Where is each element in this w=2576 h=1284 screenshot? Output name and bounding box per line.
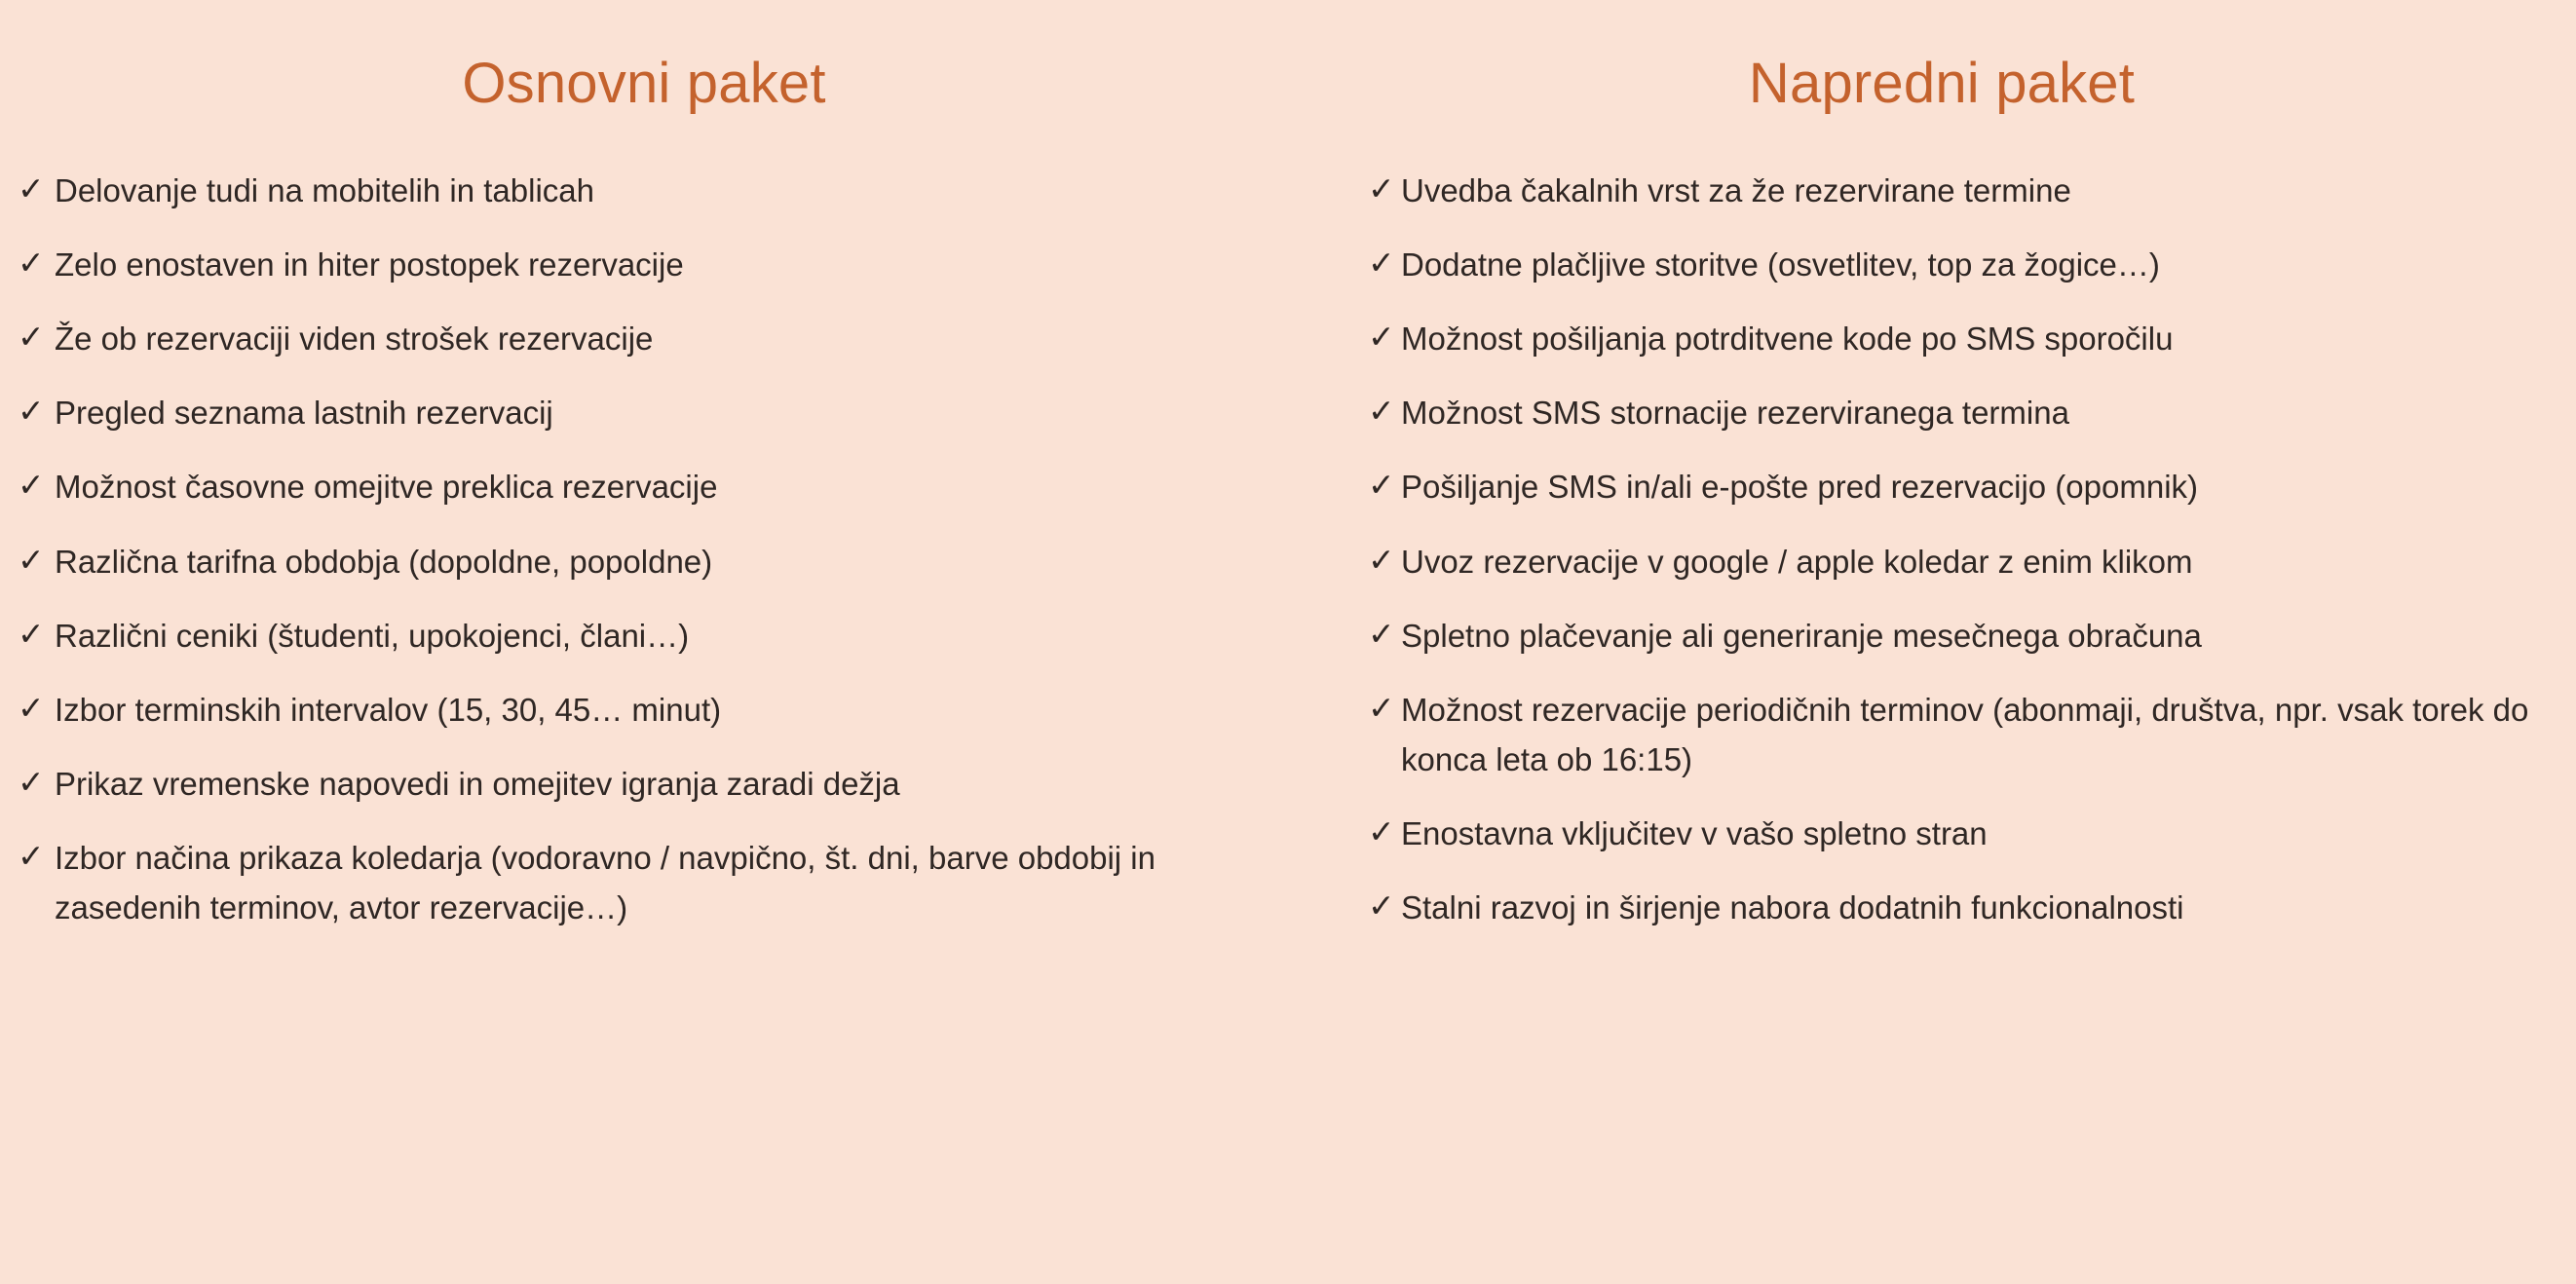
list-item bbox=[0, 240, 1249, 289]
check-icon: ✓ bbox=[18, 541, 45, 578]
basic-package-feature-list bbox=[0, 166, 1249, 933]
check-icon: ✓ bbox=[1368, 467, 1395, 504]
check-icon: ✓ bbox=[18, 689, 45, 726]
basic-package-title: Osnovni paket bbox=[462, 52, 826, 115]
check-icon: ✓ bbox=[18, 763, 45, 800]
package-column-basic bbox=[0, 0, 1288, 957]
feature-text: Spletno plačevanje ali generiranje mesečnega obračuna bbox=[1401, 617, 2202, 654]
list-item bbox=[1346, 314, 2537, 363]
list-item bbox=[1346, 166, 2537, 215]
check-icon: ✓ bbox=[1368, 244, 1395, 281]
check-icon: ✓ bbox=[18, 467, 45, 504]
check-icon: ✓ bbox=[1368, 393, 1395, 430]
list-item bbox=[1346, 462, 2537, 511]
list-item bbox=[0, 388, 1249, 437]
check-icon: ✓ bbox=[1368, 887, 1395, 925]
check-icon: ✓ bbox=[1368, 170, 1395, 207]
list-item bbox=[1346, 883, 2537, 932]
feature-text: Možnost rezervacije periodičnih terminov (abonmaji, društva, npr. vsak torek do konca leta ob 16:15) bbox=[1401, 691, 2529, 777]
list-item bbox=[0, 685, 1249, 735]
check-icon: ✓ bbox=[1368, 689, 1395, 726]
feature-text: Dodatne plačljive storitve (osvetlitev, top za žogice…) bbox=[1401, 245, 2160, 283]
check-icon: ✓ bbox=[1368, 319, 1395, 356]
list-item bbox=[0, 462, 1249, 511]
list-item bbox=[1346, 685, 2537, 784]
list-item bbox=[0, 537, 1249, 586]
check-icon: ✓ bbox=[1368, 615, 1395, 652]
advanced-package-feature-list bbox=[1346, 166, 2537, 933]
feature-text: Že ob rezervaciji viden strošek rezervacije bbox=[55, 321, 654, 358]
check-icon: ✓ bbox=[18, 170, 45, 207]
feature-text: Možnost časovne omejitve preklica rezervacije bbox=[55, 469, 718, 506]
list-item bbox=[0, 314, 1249, 363]
feature-text: Uvoz rezervacije v google / apple koledar z enim klikom bbox=[1401, 543, 2193, 580]
check-icon: ✓ bbox=[18, 244, 45, 281]
check-icon: ✓ bbox=[18, 319, 45, 356]
list-item bbox=[0, 759, 1249, 809]
feature-text: Pregled seznama lastnih rezervacij bbox=[55, 395, 553, 432]
list-item bbox=[1346, 388, 2537, 437]
check-icon: ✓ bbox=[1368, 541, 1395, 578]
feature-text: Pošiljanje SMS in/ali e-pošte pred rezervacijo (opomnik) bbox=[1401, 469, 2199, 506]
feature-text: Različna tarifna obdobja (dopoldne, popoldne) bbox=[55, 543, 713, 580]
feature-text: Možnost SMS stornacije rezerviranega termina bbox=[1401, 395, 2069, 432]
feature-text: Enostavna vključitev v vašo spletno stran bbox=[1401, 815, 1988, 852]
package-column-advanced bbox=[1288, 0, 2576, 957]
check-icon: ✓ bbox=[18, 838, 45, 875]
feature-text: Različni ceniki (študenti, upokojenci, člani…) bbox=[55, 617, 690, 654]
check-icon: ✓ bbox=[1368, 813, 1395, 850]
advanced-package-title: Napredni paket bbox=[1748, 52, 2136, 115]
list-item bbox=[0, 611, 1249, 661]
check-icon: ✓ bbox=[18, 615, 45, 652]
check-icon: ✓ bbox=[18, 393, 45, 430]
list-item bbox=[1346, 809, 2537, 858]
feature-text: Izbor načina prikaza koledarja (vodoravno / navpično, št. dni, barve obdobij in zasedenih terminov, avtor rezervacije…) bbox=[55, 840, 1155, 926]
list-item bbox=[1346, 537, 2537, 586]
list-item bbox=[0, 833, 1249, 932]
list-item bbox=[1346, 611, 2537, 661]
list-item bbox=[0, 166, 1249, 215]
feature-text: Prikaz vremenske napovedi in omejitev igranja zaradi dežja bbox=[55, 765, 900, 802]
feature-text: Stalni razvoj in širjenje nabora dodatnih funkcionalnosti bbox=[1401, 889, 2184, 926]
feature-text: Delovanje tudi na mobitelih in tablicah bbox=[55, 171, 595, 208]
feature-text: Možnost pošiljanja potrditvene kode po SMS sporočilu bbox=[1401, 321, 2174, 358]
feature-text: Zelo enostaven in hiter postopek rezervacije bbox=[55, 245, 684, 283]
feature-text: Izbor terminskih intervalov (15, 30, 45… minut) bbox=[55, 691, 722, 728]
list-item bbox=[1346, 240, 2537, 289]
feature-text: Uvedba čakalnih vrst za že rezervirane termine bbox=[1401, 171, 2071, 208]
